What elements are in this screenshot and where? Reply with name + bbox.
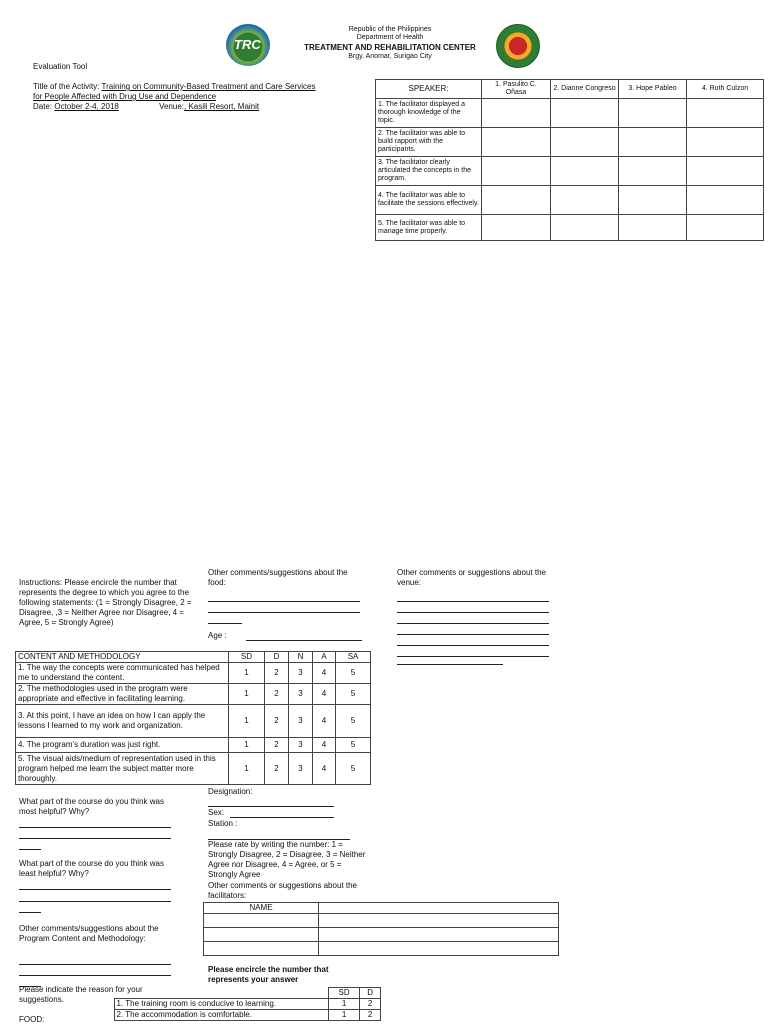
answer-line[interactable] (397, 603, 549, 613)
speaker-2: 2. Dianne Congreso (551, 80, 619, 99)
content-row-4: 4. The program's duration was just right. (16, 738, 229, 753)
rating-3[interactable]: 3 (288, 753, 312, 785)
rating-2[interactable]: 2 (264, 705, 288, 738)
venue-rating-d[interactable]: 2 (360, 999, 381, 1010)
venue-label: Venue: (159, 102, 184, 111)
reason-text: Please indicate the reason for your suggestions. (19, 985, 143, 1004)
answer-line[interactable] (397, 614, 549, 624)
rating-4[interactable]: 4 (313, 705, 336, 738)
header-sa: SA (336, 652, 371, 663)
answer-line[interactable] (19, 840, 41, 850)
header-n: N (288, 652, 312, 663)
comment-cell[interactable] (319, 928, 559, 942)
trc-logo (226, 24, 270, 66)
facilitator-name-table (203, 902, 559, 956)
station-field[interactable] (208, 830, 350, 840)
activity-info (33, 82, 368, 112)
sex-field[interactable] (230, 808, 334, 818)
name-cell[interactable] (204, 942, 319, 956)
title-value-2: for People Affected with Drug Use and Dependence (33, 92, 217, 101)
rating-2[interactable]: 2 (264, 663, 288, 684)
rate-instructions: Please rate by writing the number: 1 = Strongly Disagree, 2 = Disagree, 3 = Neither Agree nor Disagree, 4 = Agree, or 5 = Strongly Agree (208, 840, 366, 879)
rating-2[interactable]: 2 (264, 753, 288, 785)
speaker-row-5: 5. The facilitator was able to manage time properly. (376, 215, 482, 241)
designation-field[interactable] (208, 797, 334, 807)
answer-line[interactable] (19, 892, 171, 902)
answer-line[interactable] (19, 880, 171, 890)
content-row-2: 2. The methodologies used in the program were appropriate and effective in facilitating learning. (16, 684, 229, 705)
venue-rating-sd[interactable]: 1 (329, 1010, 360, 1021)
rating-3[interactable]: 3 (288, 738, 312, 753)
rating-5[interactable]: 5 (336, 663, 371, 684)
content-header: CONTENT AND METHODOLOGY (16, 652, 229, 663)
answer-line[interactable] (208, 592, 360, 602)
answer-line[interactable] (19, 955, 171, 965)
title-label: Title of the Activity: (33, 82, 100, 91)
content-row-3: 3. At this point, I have an idea on how I can apply the lessons I learned to my work and organization. (16, 705, 229, 738)
title-value: Training on Community-Based Treatment and Care Services (101, 82, 316, 91)
header-sd: SD (229, 652, 265, 663)
rating-4[interactable]: 4 (313, 663, 336, 684)
content-row-5: 5. The visual aids/medium of representation used in this program helped me learn the subject matter more thoroughly. (16, 753, 229, 785)
age-label: Age : (208, 631, 227, 640)
encircle-instructions: Please encircle the number that represents your answer (208, 965, 329, 984)
answer-line[interactable] (208, 603, 360, 613)
designation-label: Designation: (208, 787, 253, 796)
station-label: Station : (208, 819, 238, 828)
instructions-text: Instructions: Please encircle the number that represents the degree to which you agree to the following statements: (1 = Strongly Disagree, 2 = Disagree, ,3 = Neither Agree nor Disagree, 4 = Agree, 5 = Strongly Agree) (19, 578, 192, 627)
rating-5[interactable]: 5 (336, 738, 371, 753)
rating-1[interactable]: 1 (229, 738, 265, 753)
rating-1[interactable]: 1 (229, 705, 265, 738)
date-label: Date: (33, 102, 53, 111)
header-a: A (313, 652, 336, 663)
most-helpful-question: What part of the course do you think was most helpful? Why? (19, 797, 164, 816)
rating-2[interactable]: 2 (264, 684, 288, 705)
evaluation-title: Evaluation Tool (33, 62, 88, 71)
speaker-4: 4. Ruth Culzon (687, 80, 764, 99)
venue-comments-label: Other comments or suggestions about the venue: (397, 568, 546, 587)
venue-rating-sd[interactable]: 1 (329, 999, 360, 1010)
answer-line[interactable] (19, 966, 171, 976)
doh-seal (496, 24, 540, 68)
answer-line[interactable] (208, 614, 242, 624)
rating-5[interactable]: 5 (336, 684, 371, 705)
sex-label: Sex: (208, 808, 225, 817)
speaker-1: 1. Pasulito C. Oñasa (482, 80, 551, 99)
venue-rating-table (14, 987, 381, 1021)
republic-text: Republic of the Philippines (348, 26, 432, 33)
venue-row-1: 1. The training room is conducive to learning. (114, 999, 329, 1010)
venue-rating-d[interactable]: 2 (360, 1010, 381, 1021)
least-helpful-question: What part of the course do you think was least helpful? Why? (19, 859, 164, 878)
answer-line[interactable] (19, 829, 171, 839)
rating-2[interactable]: 2 (264, 738, 288, 753)
rating-4[interactable]: 4 (313, 684, 336, 705)
name-header: NAME (204, 903, 319, 914)
rating-3[interactable]: 3 (288, 705, 312, 738)
age-field[interactable] (246, 631, 362, 641)
rating-5[interactable]: 5 (336, 753, 371, 785)
date-value: October 2-4, 2018 (54, 102, 119, 111)
food-comments-label: Other comments/suggestions about the food: (208, 568, 348, 587)
rating-3[interactable]: 3 (288, 684, 312, 705)
answer-line[interactable] (19, 818, 171, 828)
department-text: Department of Health (356, 34, 424, 41)
speaker-table (375, 79, 764, 241)
facilitator-comments-label: Other comments or suggestions about the facilitators: (208, 881, 357, 900)
speaker-row-2: 2. The facilitator was able to build rapport with the participants. (376, 128, 482, 157)
speaker-header: SPEAKER: (376, 80, 482, 99)
speaker-3: 3. Hope Pableo (619, 80, 687, 99)
speaker-row-3: 3. The facilitator clearly articulated the concepts in the program. (376, 157, 482, 186)
comment-cell[interactable] (319, 914, 559, 928)
answer-line[interactable] (397, 625, 549, 635)
name-cell[interactable] (204, 928, 319, 942)
venue-row-2: 2. The accommodation is comfortable. (114, 1010, 329, 1021)
answer-line[interactable] (397, 655, 503, 665)
answer-line[interactable] (397, 592, 549, 602)
content-comments-question: Other comments/suggestions about the Program Content and Methodology: (19, 924, 159, 943)
center-address: Brgy. Anomar, Surigao City (348, 53, 432, 60)
speaker-row-1: 1. The facilitator displayed a thorough knowledge of the topic. (376, 99, 482, 128)
venue-value: , Kasili Resort, Mainit (184, 102, 260, 111)
rating-1[interactable]: 1 (229, 753, 265, 785)
answer-line[interactable] (19, 903, 41, 913)
venue-header-d: D (360, 988, 381, 999)
answer-line[interactable] (397, 636, 549, 646)
header-d: D (264, 652, 288, 663)
comment-cell[interactable] (319, 942, 559, 956)
content-table (15, 651, 371, 785)
rating-4[interactable]: 4 (313, 738, 336, 753)
center-name: TREATMENT AND REHABILITATION CENTER (304, 43, 476, 52)
venue-header-sd: SD (329, 988, 360, 999)
rating-3[interactable]: 3 (288, 663, 312, 684)
name-cell[interactable] (204, 914, 319, 928)
trc-logo-text: TRC (234, 37, 261, 52)
content-row-1: 1. The way the concepts were communicated has helped me to understand the content. (16, 663, 229, 684)
food-label: FOOD: (19, 1015, 45, 1024)
speaker-row-4: 4. The facilitator was able to facilitate the sessions effectively. (376, 186, 482, 215)
rating-1[interactable]: 1 (229, 684, 265, 705)
rating-4[interactable]: 4 (313, 753, 336, 785)
rating-5[interactable]: 5 (336, 705, 371, 738)
rating-1[interactable]: 1 (229, 663, 265, 684)
